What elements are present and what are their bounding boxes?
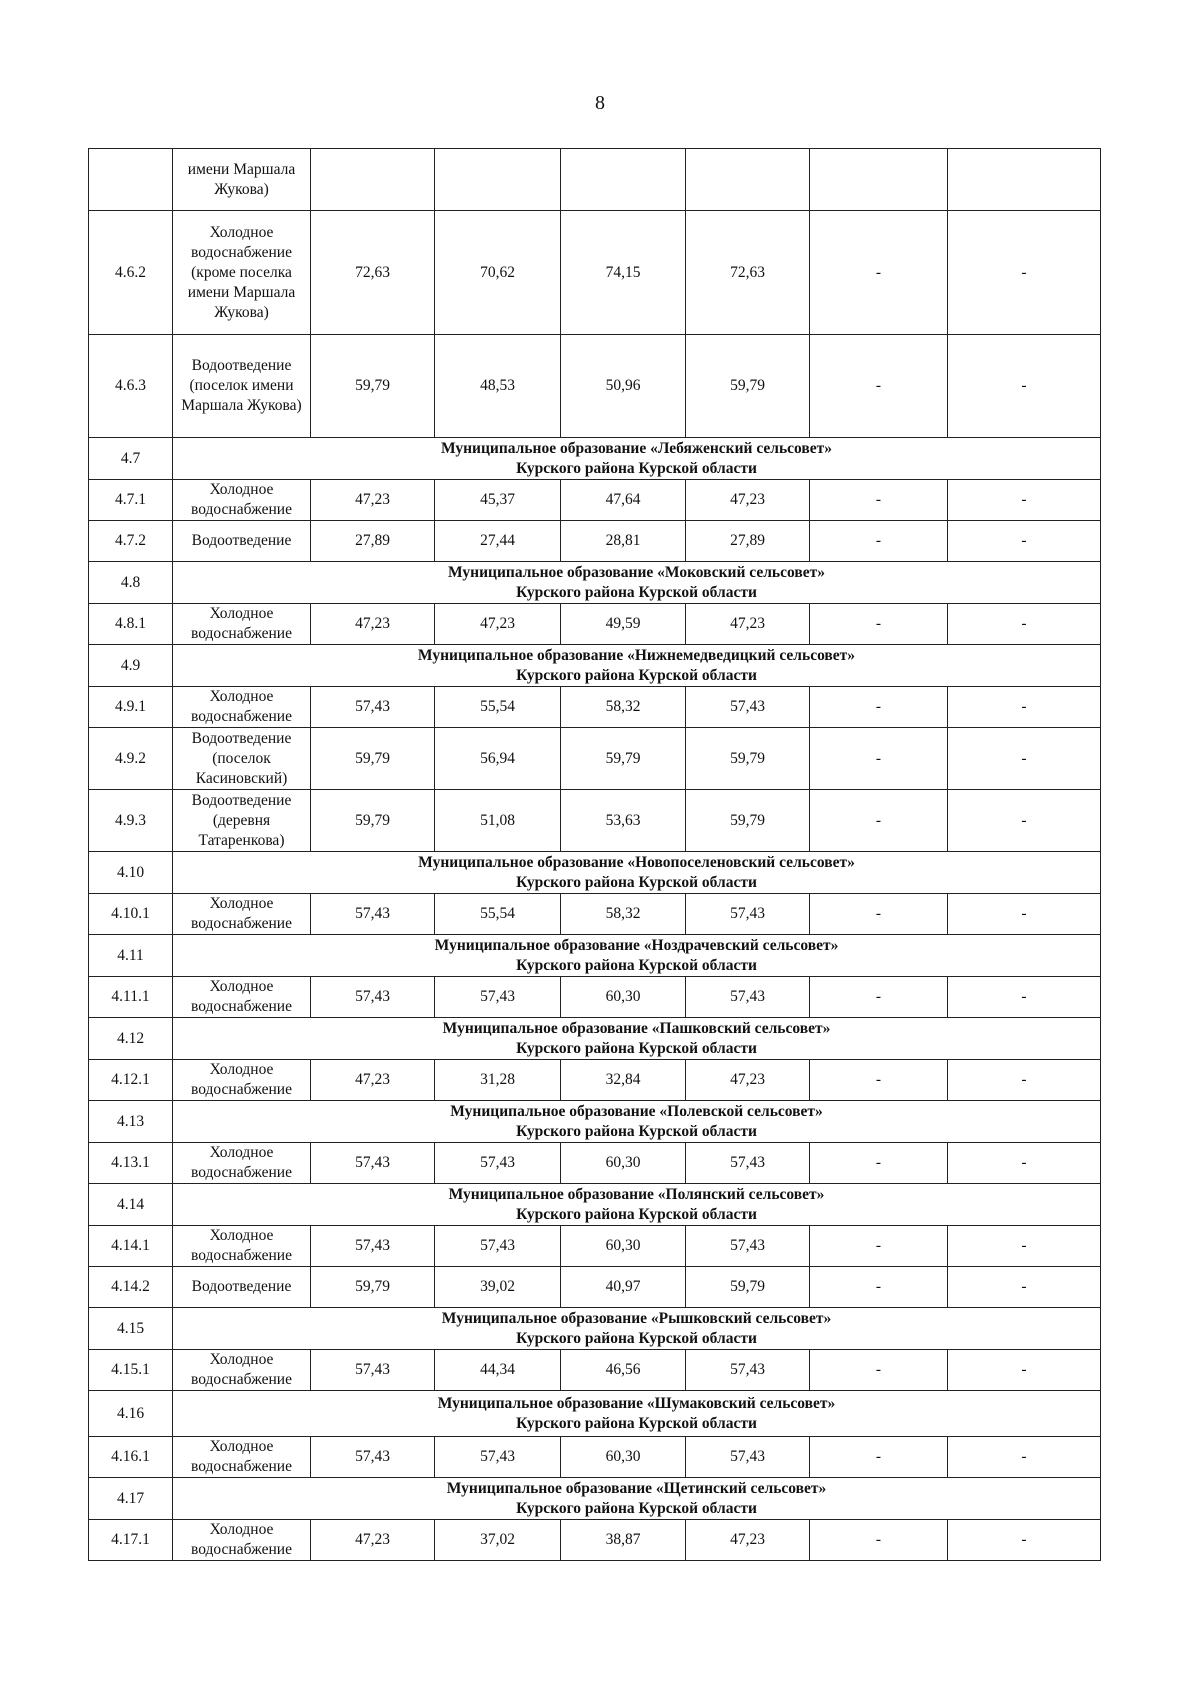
section-row xyxy=(89,935,1101,977)
tariff-value: 57,43 xyxy=(435,1437,561,1478)
service-name: имени Маршала Жукова) xyxy=(173,149,311,211)
section-title xyxy=(173,1478,1101,1520)
tariff-value: 31,28 xyxy=(435,1060,561,1101)
tariff-value xyxy=(561,149,686,211)
section-title xyxy=(173,1391,1101,1437)
section-title-district: Курского района Курской области xyxy=(516,583,757,601)
tariff-value: 32,84 xyxy=(561,1060,686,1101)
service-name: Холодное водоснабжение xyxy=(173,894,311,935)
tariff-value: 60,30 xyxy=(561,1143,686,1184)
tariff-value: 47,23 xyxy=(311,604,435,645)
tariff-value: 47,23 xyxy=(686,1060,810,1101)
tariff-value: 72,63 xyxy=(686,211,810,335)
tariff-value: 59,79 xyxy=(686,335,810,438)
row-number: 4.7 xyxy=(89,438,173,480)
row-number: 4.8 xyxy=(89,562,173,604)
row-number: 4.9 xyxy=(89,645,173,687)
row-number: 4.7.1 xyxy=(89,480,173,521)
row-number: 4.10.1 xyxy=(89,894,173,935)
tariff-value: 57,43 xyxy=(311,894,435,935)
service-name: Холодное водоснабжение xyxy=(173,1060,311,1101)
tariff-value: - xyxy=(810,977,948,1018)
row-number: 4.6.2 xyxy=(89,211,173,335)
tariff-value: 37,02 xyxy=(435,1520,561,1561)
section-title-line: Муниципальное образование «Пашковский сельсовет» xyxy=(442,1019,831,1037)
row-number: 4.11 xyxy=(89,935,173,977)
tariff-value: 45,37 xyxy=(435,480,561,521)
tariff-value: 57,43 xyxy=(311,1143,435,1184)
row-number: 4.9.1 xyxy=(89,687,173,728)
section-title xyxy=(173,1101,1101,1143)
row-number: 4.16.1 xyxy=(89,1437,173,1478)
tariff-value: - xyxy=(948,1350,1101,1391)
section-title xyxy=(173,645,1101,687)
section-title-district: Курского района Курской области xyxy=(516,1039,757,1057)
section-title-line: Муниципальное образование «Лебяженский сельсовет» xyxy=(440,439,833,457)
tariff-value: 57,43 xyxy=(686,1437,810,1478)
service-name: Холодное водоснабжение xyxy=(173,977,311,1018)
tariff-value: 53,63 xyxy=(561,790,686,852)
table-row xyxy=(89,1267,1101,1308)
section-title-line: Муниципальное образование «Ноздрачевский сельсовет» xyxy=(434,936,839,954)
tariff-value: 59,79 xyxy=(686,728,810,790)
tariff-value: 47,23 xyxy=(686,1520,810,1561)
row-number: 4.13.1 xyxy=(89,1143,173,1184)
tariff-value: 49,59 xyxy=(561,604,686,645)
service-name: Холодное водоснабжение xyxy=(173,604,311,645)
section-row xyxy=(89,1184,1101,1226)
section-title-district: Курского района Курской области xyxy=(516,1122,757,1140)
service-name: Холодное водоснабжение xyxy=(173,1226,311,1267)
service-name: Водоотведение xyxy=(173,521,311,562)
tariff-value: 59,79 xyxy=(686,1267,810,1308)
section-title xyxy=(173,562,1101,604)
tariff-value: 47,64 xyxy=(561,480,686,521)
row-number: 4.14 xyxy=(89,1184,173,1226)
tariff-value: - xyxy=(948,604,1101,645)
tariff-value: - xyxy=(810,1143,948,1184)
tariff-value: 27,44 xyxy=(435,521,561,562)
tariff-value: 57,43 xyxy=(686,1226,810,1267)
tariff-value: 59,79 xyxy=(561,728,686,790)
section-title-district: Курского района Курской области xyxy=(516,666,757,684)
section-row xyxy=(89,852,1101,894)
tariff-value: - xyxy=(810,894,948,935)
row-number: 4.8.1 xyxy=(89,604,173,645)
tariff-value: - xyxy=(810,1520,948,1561)
row-number: 4.7.2 xyxy=(89,521,173,562)
tariff-value: 40,97 xyxy=(561,1267,686,1308)
tariff-value: - xyxy=(810,790,948,852)
tariff-value: 55,54 xyxy=(435,687,561,728)
table-row xyxy=(89,1437,1101,1478)
section-row xyxy=(89,1308,1101,1350)
service-name: Холодное водоснабжение (кроме поселка имени Маршала Жукова) xyxy=(173,211,311,335)
tariff-value: - xyxy=(948,894,1101,935)
page-number: 8 xyxy=(595,92,605,114)
tariff-value: 47,23 xyxy=(435,604,561,645)
tariff-value: 57,43 xyxy=(311,1226,435,1267)
table-row xyxy=(89,521,1101,562)
tariff-value: 57,43 xyxy=(686,977,810,1018)
row-number: 4.9.2 xyxy=(89,728,173,790)
table-row xyxy=(89,149,1101,211)
section-title-district: Курского района Курской области xyxy=(516,1205,757,1223)
tariff-value: - xyxy=(810,728,948,790)
tariff-value: 38,87 xyxy=(561,1520,686,1561)
tariff-value: 47,23 xyxy=(311,1520,435,1561)
section-row xyxy=(89,1478,1101,1520)
tariff-table xyxy=(88,148,1101,1561)
row-number: 4.17.1 xyxy=(89,1520,173,1561)
tariff-value: 59,79 xyxy=(311,790,435,852)
section-title-line: Муниципальное образование «Нижнемедведицкий сельсовет» xyxy=(417,646,856,664)
tariff-value: 57,43 xyxy=(435,977,561,1018)
tariff-value: - xyxy=(948,1267,1101,1308)
section-title-district: Курского района Курской области xyxy=(516,1329,757,1347)
tariff-value: - xyxy=(810,1350,948,1391)
tariff-value: - xyxy=(810,1060,948,1101)
table-row xyxy=(89,211,1101,335)
tariff-value: - xyxy=(810,211,948,335)
table-row xyxy=(89,790,1101,852)
tariff-value: 48,53 xyxy=(435,335,561,438)
tariff-value: 59,79 xyxy=(686,790,810,852)
table-row xyxy=(89,1226,1101,1267)
row-number: 4.9.3 xyxy=(89,790,173,852)
tariff-value: 70,62 xyxy=(435,211,561,335)
tariff-value: - xyxy=(948,1226,1101,1267)
section-title-line: Муниципальное образование «Щетинский сельсовет» xyxy=(446,1479,827,1497)
tariff-value: 72,63 xyxy=(311,211,435,335)
section-title-district: Курского района Курской области xyxy=(516,1414,757,1432)
row-number: 4.13 xyxy=(89,1101,173,1143)
table-row xyxy=(89,977,1101,1018)
tariff-value: 39,02 xyxy=(435,1267,561,1308)
tariff-value: 57,43 xyxy=(686,894,810,935)
tariff-value: 57,43 xyxy=(435,1226,561,1267)
tariff-value: 59,79 xyxy=(311,335,435,438)
table-row xyxy=(89,1350,1101,1391)
section-title-district: Курского района Курской области xyxy=(516,1499,757,1517)
section-row xyxy=(89,1391,1101,1437)
section-row xyxy=(89,562,1101,604)
tariff-value: - xyxy=(948,790,1101,852)
table-row xyxy=(89,335,1101,438)
tariff-value: 59,79 xyxy=(311,728,435,790)
service-name: Холодное водоснабжение xyxy=(173,480,311,521)
tariff-value: 57,43 xyxy=(686,687,810,728)
tariff-value: - xyxy=(810,1267,948,1308)
row-number: 4.16 xyxy=(89,1391,173,1437)
tariff-value: 44,34 xyxy=(435,1350,561,1391)
service-name: Водоотведение (поселок имени Маршала Жукова) xyxy=(173,335,311,438)
row-number: 4.15 xyxy=(89,1308,173,1350)
tariff-value: 47,23 xyxy=(311,480,435,521)
row-number: 4.12 xyxy=(89,1018,173,1060)
tariff-value: 27,89 xyxy=(686,521,810,562)
tariff-value: - xyxy=(948,1060,1101,1101)
tariff-value: 46,56 xyxy=(561,1350,686,1391)
tariff-value: - xyxy=(948,1520,1101,1561)
service-name: Водоотведение xyxy=(173,1267,311,1308)
tariff-value xyxy=(435,149,561,211)
tariff-value: - xyxy=(948,480,1101,521)
tariff-value: 57,43 xyxy=(686,1350,810,1391)
tariff-value: 58,32 xyxy=(561,687,686,728)
section-title xyxy=(173,1018,1101,1060)
tariff-table-body xyxy=(89,149,1101,1561)
tariff-value: 47,23 xyxy=(686,604,810,645)
row-number: 4.10 xyxy=(89,852,173,894)
section-title-line: Муниципальное образование «Моковский сельсовет» xyxy=(448,563,825,581)
tariff-value: 57,43 xyxy=(311,687,435,728)
section-title xyxy=(173,852,1101,894)
row-number: 4.6.3 xyxy=(89,335,173,438)
table-row xyxy=(89,480,1101,521)
section-row xyxy=(89,1018,1101,1060)
tariff-value: - xyxy=(948,687,1101,728)
tariff-value: 47,23 xyxy=(686,480,810,521)
tariff-value: - xyxy=(810,335,948,438)
service-name: Холодное водоснабжение xyxy=(173,687,311,728)
row-number: 4.15.1 xyxy=(89,1350,173,1391)
tariff-value: 58,32 xyxy=(561,894,686,935)
tariff-value: - xyxy=(948,1143,1101,1184)
tariff-value: - xyxy=(948,1437,1101,1478)
section-title-line: Муниципальное образование «Рышковский сельсовет» xyxy=(441,1309,832,1327)
tariff-value: 60,30 xyxy=(561,1437,686,1478)
section-title-line: Муниципальное образование «Полянский сельсовет» xyxy=(448,1185,825,1203)
tariff-value: 60,30 xyxy=(561,1226,686,1267)
row-number: 4.14.2 xyxy=(89,1267,173,1308)
tariff-value xyxy=(810,149,948,211)
service-name: Водоотведение (деревня Татаренкова) xyxy=(173,790,311,852)
section-row xyxy=(89,1101,1101,1143)
row-number: 4.14.1 xyxy=(89,1226,173,1267)
tariff-value: 55,54 xyxy=(435,894,561,935)
tariff-value: - xyxy=(810,521,948,562)
section-title-line: Муниципальное образование «Шумаковский сельсовет» xyxy=(437,1394,836,1412)
tariff-value: 51,08 xyxy=(435,790,561,852)
table-row xyxy=(89,1060,1101,1101)
row-number: 4.17 xyxy=(89,1478,173,1520)
section-row xyxy=(89,438,1101,480)
table-row xyxy=(89,1520,1101,1561)
section-row xyxy=(89,645,1101,687)
service-name: Холодное водоснабжение xyxy=(173,1520,311,1561)
tariff-value: 27,89 xyxy=(311,521,435,562)
tariff-value xyxy=(686,149,810,211)
service-name: Холодное водоснабжение xyxy=(173,1350,311,1391)
row-number: 4.11.1 xyxy=(89,977,173,1018)
table-row xyxy=(89,687,1101,728)
section-title-district: Курского района Курской области xyxy=(516,873,757,891)
tariff-value: 57,43 xyxy=(311,977,435,1018)
row-number: 4.12.1 xyxy=(89,1060,173,1101)
tariff-value: - xyxy=(810,480,948,521)
tariff-value: 74,15 xyxy=(561,211,686,335)
section-title-line: Муниципальное образование «Новопоселеновский сельсовет» xyxy=(418,853,855,871)
tariff-value: 56,94 xyxy=(435,728,561,790)
table-row xyxy=(89,728,1101,790)
row-number xyxy=(89,149,173,211)
service-name: Водоотведение (поселок Касиновский) xyxy=(173,728,311,790)
section-title-district: Курского района Курской области xyxy=(516,956,757,974)
tariff-value: - xyxy=(948,335,1101,438)
service-name: Холодное водоснабжение xyxy=(173,1143,311,1184)
tariff-value: - xyxy=(948,728,1101,790)
section-title xyxy=(173,935,1101,977)
tariff-value: 50,96 xyxy=(561,335,686,438)
table-row xyxy=(89,1143,1101,1184)
tariff-value: 57,43 xyxy=(435,1143,561,1184)
tariff-value: 57,43 xyxy=(311,1350,435,1391)
tariff-value: 57,43 xyxy=(311,1437,435,1478)
tariff-value: - xyxy=(810,687,948,728)
tariff-value: 28,81 xyxy=(561,521,686,562)
table-row xyxy=(89,604,1101,645)
tariff-value: 57,43 xyxy=(686,1143,810,1184)
section-title-district: Курского района Курской области xyxy=(516,459,757,477)
tariff-value: - xyxy=(948,211,1101,335)
table-row xyxy=(89,894,1101,935)
section-title xyxy=(173,1184,1101,1226)
tariff-value: - xyxy=(948,977,1101,1018)
tariff-value xyxy=(311,149,435,211)
tariff-value xyxy=(948,149,1101,211)
section-title-line: Муниципальное образование «Полевской сельсовет» xyxy=(450,1102,823,1120)
tariff-value: - xyxy=(810,1437,948,1478)
service-name: Холодное водоснабжение xyxy=(173,1437,311,1478)
tariff-value: - xyxy=(810,604,948,645)
tariff-value: - xyxy=(948,521,1101,562)
section-title xyxy=(173,438,1101,480)
section-title xyxy=(173,1308,1101,1350)
tariff-value: 59,79 xyxy=(311,1267,435,1308)
tariff-value: 60,30 xyxy=(561,977,686,1018)
tariff-value: 47,23 xyxy=(311,1060,435,1101)
tariff-value: - xyxy=(810,1226,948,1267)
